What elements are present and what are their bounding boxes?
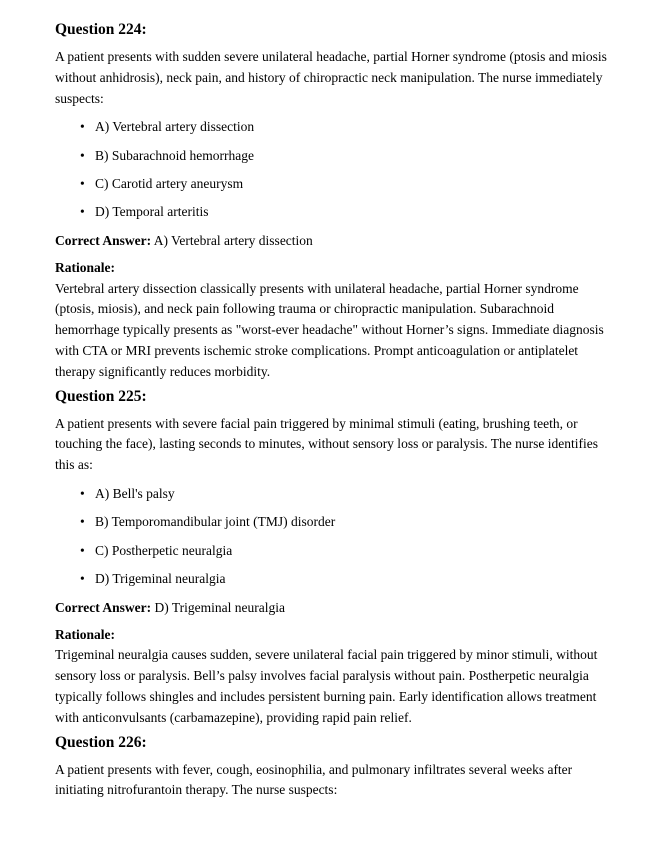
rationale-label: Rationale: (55, 626, 115, 642)
option-label: C) Postherpetic neuralgia (95, 542, 233, 558)
bullet-icon: • (80, 119, 85, 135)
correct-answer-value: D) Trigeminal neuralgia (154, 599, 285, 615)
option-item (80, 202, 619, 223)
option-item (80, 174, 619, 195)
option-label: C) Carotid artery aneurysm (95, 175, 244, 191)
correct-answer-label: Correct Answer: (55, 599, 152, 615)
correct-answer-label: Correct Answer: (55, 233, 152, 249)
question-section-225 (55, 385, 619, 729)
option-label: B) Temporomandibular joint (TMJ) disorder (95, 514, 336, 530)
bullet-icon: • (80, 514, 85, 530)
question-section-226 (55, 731, 619, 802)
option-item (80, 541, 619, 562)
rationale-text: Trigeminal neuralgia causes sudden, severe unilateral facial pain triggered by minor stimuli, without sensory loss or paralysis. Bell’s palsy involves facial paralysis without pain. Postherpetic neuralgia typically follows shingles and includes persistent burning pain. Early identification allows treatment with anticonvulsants (carbamazepine), providing rapid pain relief. (55, 647, 598, 725)
correct-answer-line (55, 598, 619, 619)
rationale-label: Rationale: (55, 259, 115, 275)
bullet-icon: • (80, 486, 85, 502)
options-list (55, 484, 619, 590)
option-label: D) Trigeminal neuralgia (95, 570, 226, 586)
option-label: A) Vertebral artery dissection (95, 119, 255, 135)
correct-answer-value: A) Vertebral artery dissection (153, 233, 313, 249)
option-label: B) Subarachnoid hemorrhage (95, 147, 254, 163)
question-heading: Question 224: (55, 21, 147, 38)
option-label: D) Temporal arteritis (95, 204, 209, 220)
option-item (80, 569, 619, 590)
question-stem: A patient presents with sudden severe unilateral headache, partial Horner syndrome (ptosis and miosis without anhidrosis), neck pain, and history of chiropractic neck manipulation. The nurse immediately suspects: (55, 49, 607, 106)
question-heading: Question 226: (55, 733, 147, 751)
rationale-text: Vertebral artery dissection classically presents with unilateral headache, partial Horner syndrome (ptosis, miosis), and neck pain following trauma or chiropractic manipulation. Subarachnoid hemorrhage typically presents as "worst-ever headache" without Horner’s signs. Immediate diagnosis with CTA or MRI prevents ischemic stroke complications. Prompt anticoagulation or antiplatelet therapy significantly reduces morbidity. (55, 280, 604, 379)
rationale-paragraph (55, 258, 619, 383)
question-stem: A patient presents with severe facial pain triggered by minimal stimuli (eating, brushing teeth, or touching the face), lasting seconds to minutes, without sensory loss or paralysis. The nurse identifies this as: (55, 415, 599, 473)
correct-answer-line (55, 231, 619, 252)
rationale-paragraph (55, 625, 619, 729)
question-section-224 (55, 18, 619, 383)
question-stem: A patient presents with fever, cough, eosinophilia, and pulmonary infiltrates several weeks after initiating nitrofurantoin therapy. The nurse suspects: (55, 761, 573, 798)
option-item (80, 146, 619, 167)
option-item (80, 117, 619, 138)
bullet-icon: • (80, 175, 85, 191)
bullet-icon: • (80, 570, 85, 586)
option-label: A) Bell's palsy (95, 486, 175, 502)
option-item (80, 512, 619, 533)
question-heading: Question 225: (55, 387, 147, 405)
options-list (55, 117, 619, 223)
option-item (80, 484, 619, 505)
bullet-icon: • (80, 204, 85, 220)
bullet-icon: • (80, 542, 85, 558)
bullet-icon: • (80, 147, 85, 163)
